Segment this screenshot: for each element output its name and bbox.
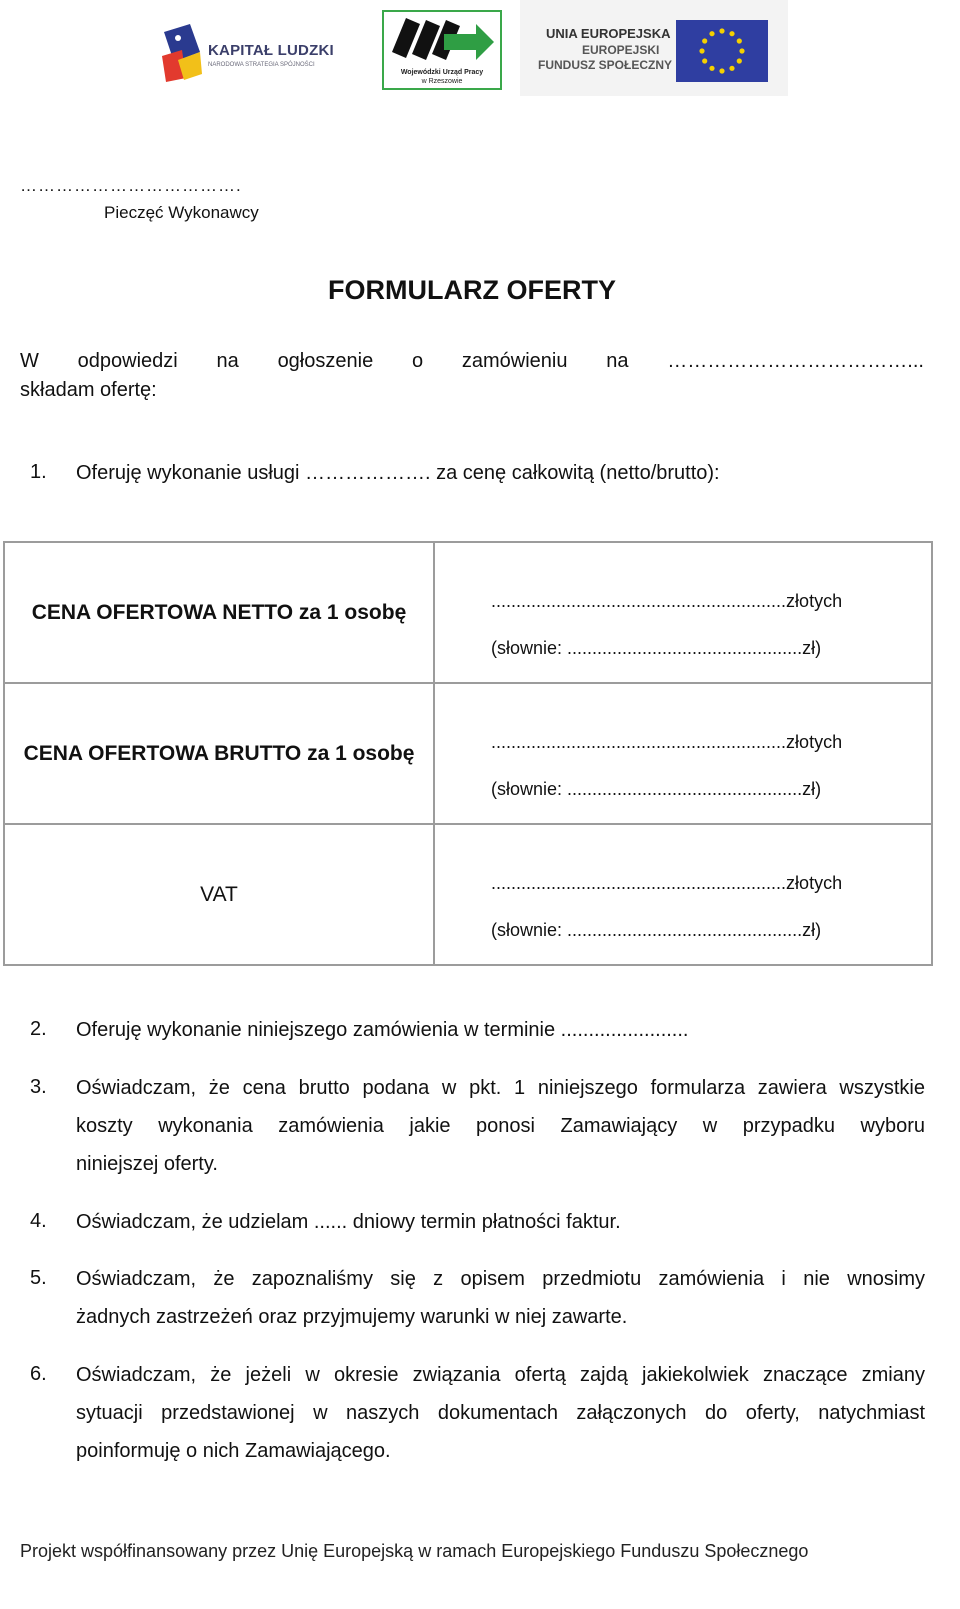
kapital-ludzki-logo [160, 22, 350, 84]
intro-word: odpowiedzi [77, 350, 178, 372]
item-6-text [76, 1356, 925, 1470]
item-5-line: żadnych zastrzeżeń oraz przyjmujemy warunki w niej zawarte. [76, 1306, 628, 1328]
vat-label: VAT [4, 824, 434, 965]
gross-price-amount: ...........................................................złotych [491, 732, 843, 752]
intro-word: na [606, 350, 629, 372]
item-3-text [76, 1069, 925, 1183]
item-3-line: koszty wykonania zamówienia jakie ponosi Zamawiający w przypadku wyboru [76, 1115, 925, 1137]
item-5-line: Oświadczam, że zapoznaliśmy się z opisem przedmiotu zamówienia i nie wnosimy [76, 1268, 925, 1290]
intro-line-2: składam ofertę: [20, 379, 157, 401]
page-title: FORMULARZ OFERTY [328, 275, 616, 305]
item-2-text [76, 1011, 925, 1049]
item-5-number: 5. [30, 1267, 47, 1289]
item-3-line: niniejszej oferty. [76, 1153, 218, 1175]
item-2-line: Oferuję wykonanie niniejszego zamówienia w terminie ....................... [76, 1019, 689, 1041]
eu-logo-line1: UNIA EUROPEJSKA [546, 26, 671, 41]
item-6-line: Oświadczam, że jeżeli w okresie związania ofertą zajdą jakiekolwiek znaczące zmiany [76, 1364, 925, 1386]
intro-word: na [216, 350, 239, 372]
stamp-dots: ………………………………. [20, 176, 242, 195]
intro-word: W [20, 350, 39, 372]
intro-word: zamówieniu [461, 350, 568, 372]
eu-logo-line3: FUNDUSZ SPOŁECZNY [538, 58, 673, 72]
kapital-ludzki-title: KAPITAŁ LUDZKI [208, 42, 334, 59]
net-price-label: CENA OFERTOWA NETTO za 1 osobę [4, 542, 434, 683]
price-table [3, 541, 933, 966]
eu-flag-icon [676, 20, 768, 82]
item-6-number: 6. [30, 1363, 47, 1385]
eu-logo [520, 0, 788, 96]
table-row [4, 542, 932, 683]
vat-amount: ...........................................................złotych [491, 873, 843, 893]
wup-name: Wojewódzki Urząd Pracy [400, 69, 484, 76]
item-6-line: sytuacji przedstawionej w naszych dokumentach załączonych do oferty, natychmiast [76, 1402, 925, 1424]
kapital-ludzki-subtitle: NARODOWA STRATEGIA SPÓJNOŚCI [208, 62, 315, 68]
item-3-line: Oświadczam, że cena brutto podana w pkt. 1 niniejszego formularza zawiera wszystkie [76, 1077, 925, 1099]
gross-price-words: (słownie: ...............................................zł) [491, 779, 822, 799]
footer-text: Projekt współfinansowany przez Unię Europejską w ramach Europejskiego Funduszu Społecznego [20, 1541, 809, 1561]
net-price-amount: ...........................................................złotych [491, 591, 843, 611]
gross-price-label: CENA OFERTOWA BRUTTO za 1 osobę [4, 683, 434, 824]
intro-line [20, 350, 924, 373]
item-4-text [76, 1203, 925, 1241]
item-1-line: Oferuję wykonanie usługi ………………. za cenę całkowitą (netto/brutto): [76, 462, 720, 484]
item-3-number: 3. [30, 1076, 47, 1098]
item-5-text [76, 1260, 925, 1336]
wup-city: w Rzeszowie [421, 78, 463, 85]
item-1-text [76, 454, 925, 492]
net-price-words: (słownie: ...............................................zł) [491, 638, 822, 658]
item-2-number: 2. [30, 1018, 47, 1040]
table-row [4, 824, 932, 965]
kapital-ludzki-emblem-icon [160, 22, 204, 84]
net-price-cell [434, 542, 932, 683]
stamp-label: Pieczęć Wykonawcy [104, 203, 259, 222]
intro-blank: ………………………………... [667, 350, 924, 372]
item-4-number: 4. [30, 1210, 47, 1232]
intro-word: ogłoszenie [277, 350, 374, 372]
table-row [4, 683, 932, 824]
vat-cell [434, 824, 932, 965]
wup-rzeszow-logo [382, 10, 502, 90]
intro-word: o [411, 350, 424, 372]
wup-emblem-icon [384, 12, 500, 68]
item-1-number: 1. [30, 461, 47, 483]
vat-words: (słownie: ...............................................zł) [491, 920, 822, 940]
eu-logo-line2: EUROPEJSKI [582, 43, 660, 57]
gross-price-cell [434, 683, 932, 824]
item-4-line: Oświadczam, że udzielam ...... dniowy termin płatności faktur. [76, 1211, 621, 1233]
item-6-line: poinformuję o nich Zamawiającego. [76, 1440, 391, 1462]
